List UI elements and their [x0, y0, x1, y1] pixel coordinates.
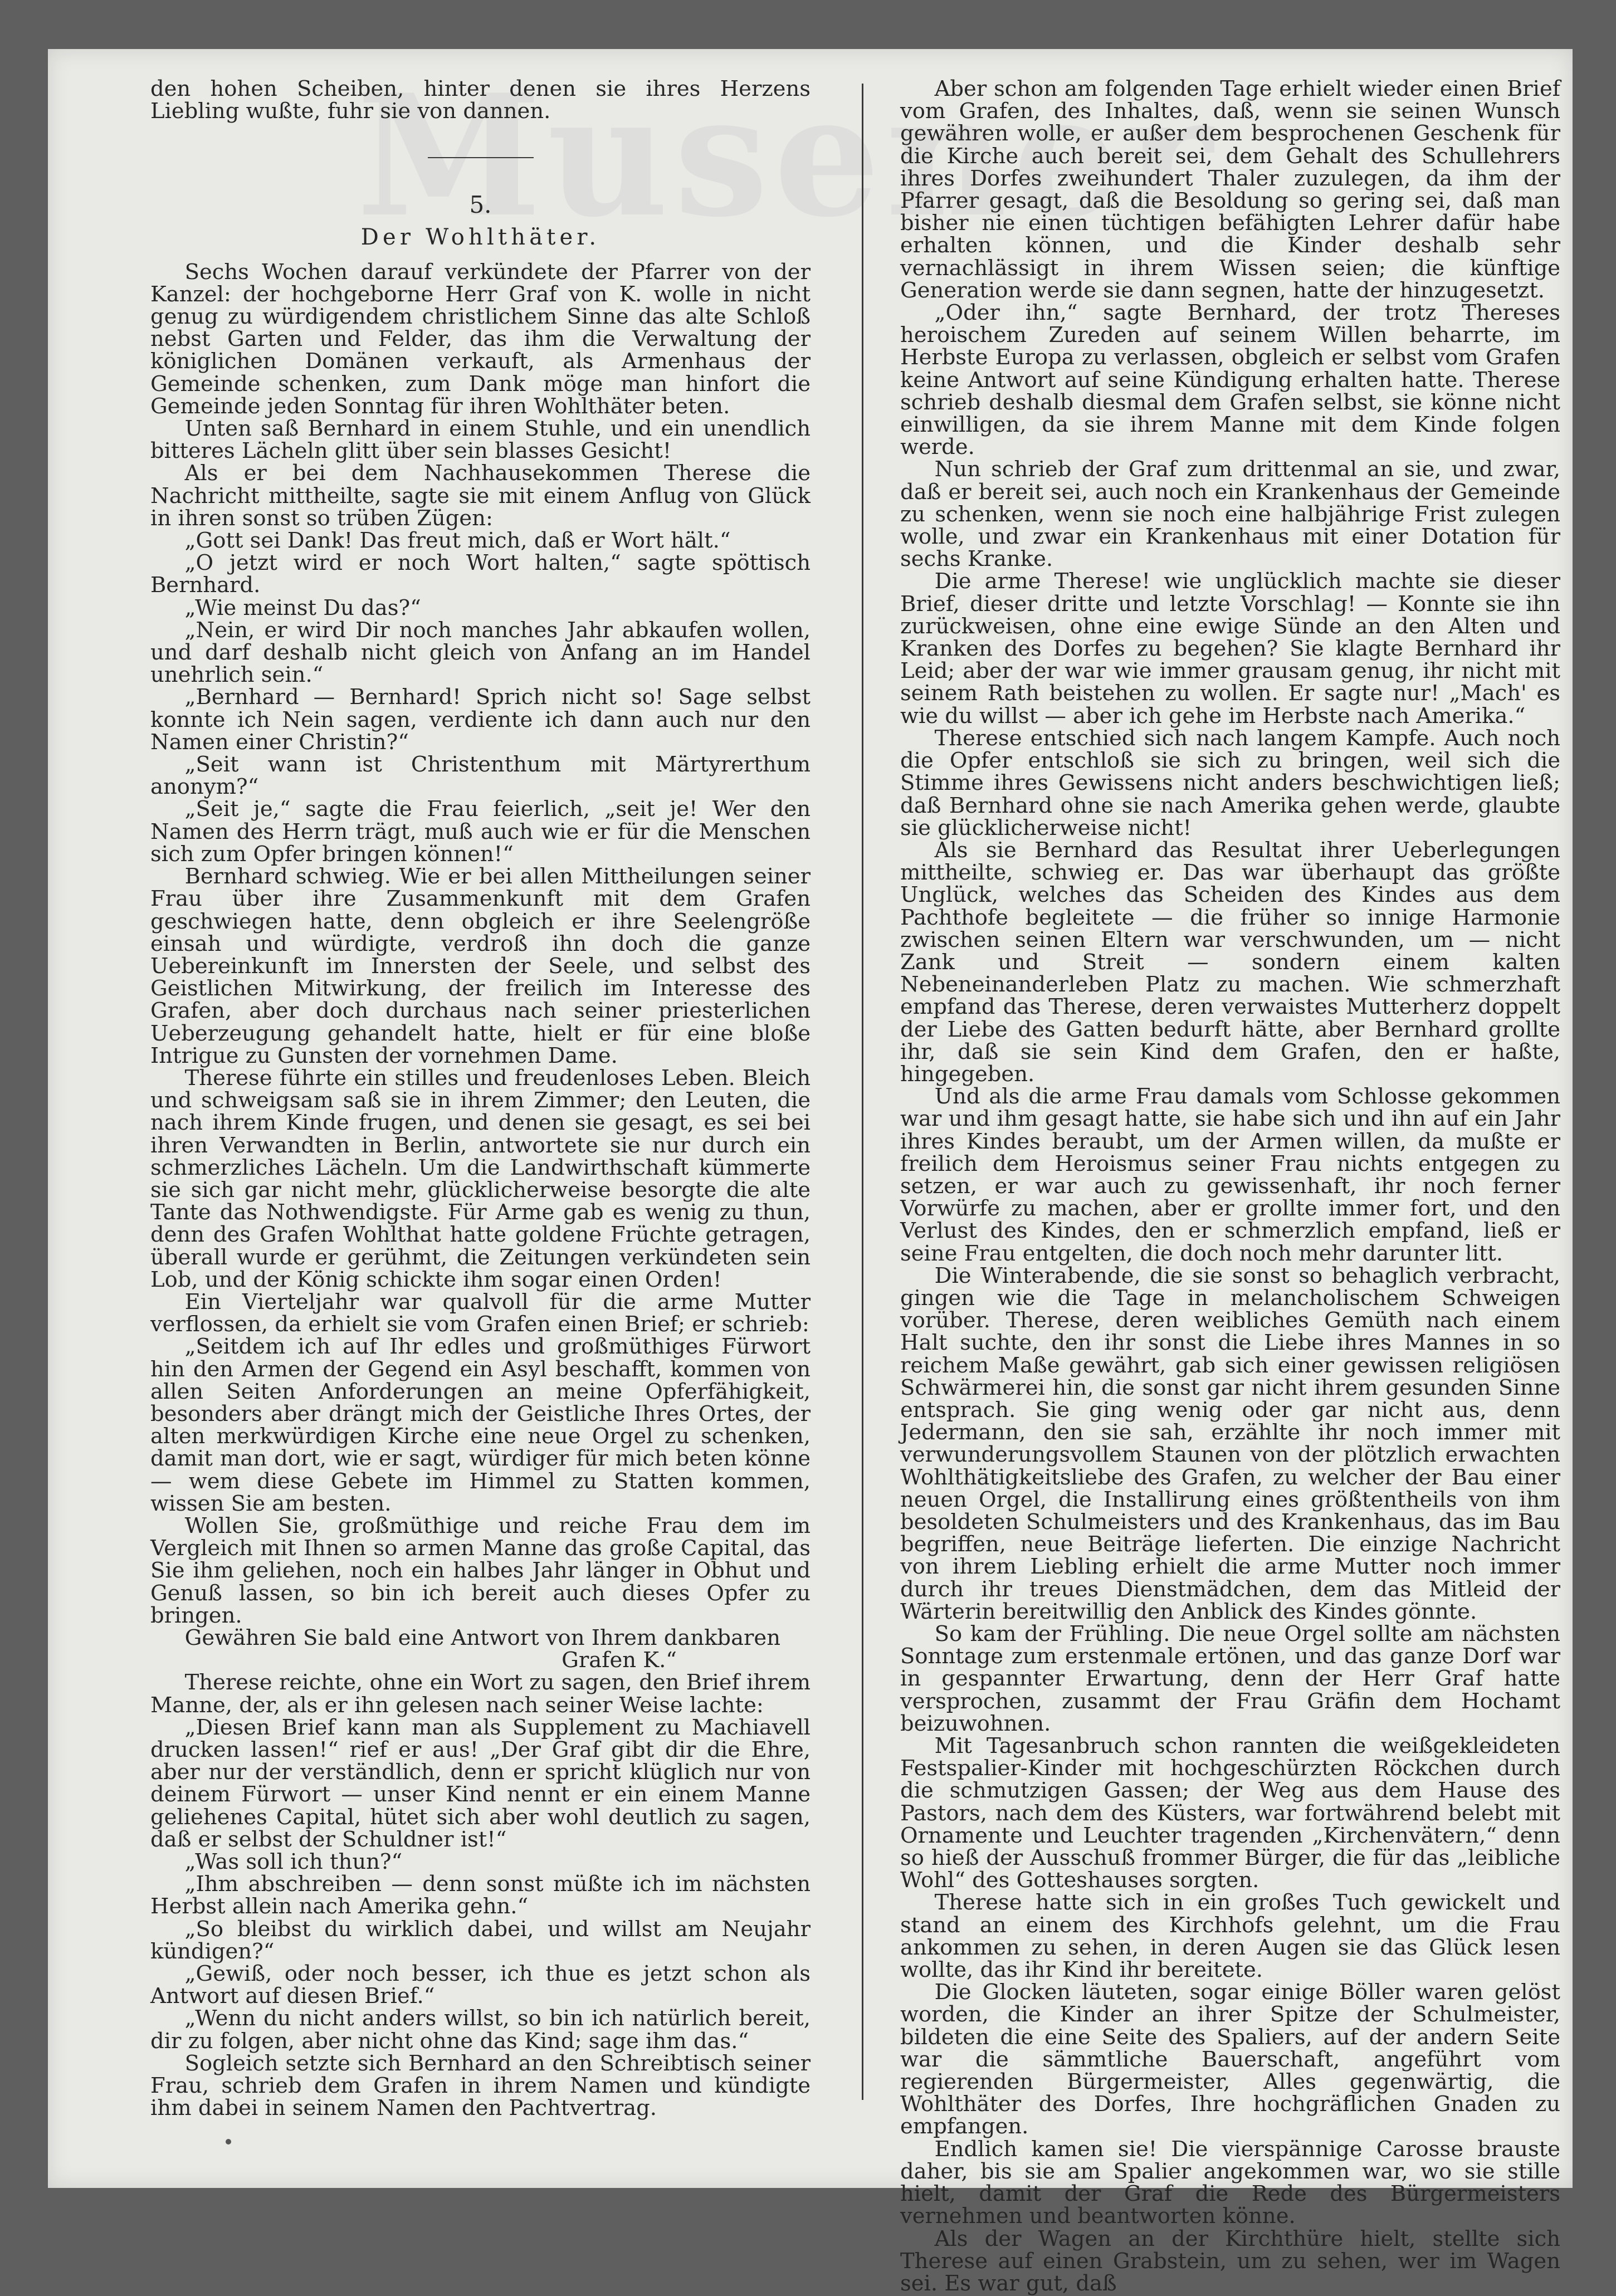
paragraph: „Bernhard — Bernhard! Sprich nicht so! Sage selbst konnte ich Nein sagen, verdiente ich dann auch nur den Namen einer Christin?“: [150, 685, 811, 755]
paragraph: „Diesen Brief kann man als Supplement zu Machiavell drucken lassen!“ rief er aus! „Der Graf gibt dir die Ehre, aber nur der verständlich, denn er spricht klüglich nur von deinem Fürwort — unser Kind nennt er ein einem Manne geliehenes Capital, hütet sich aber wohl deutlich zu sagen, daß er selbst der Schuldner ist!“: [150, 1714, 811, 1852]
paragraph: „Oder ihn,“ sagte Bernhard, der trotz Thereses heroischem Zureden auf seinem Willen beharrte, im Herbste Europa zu verlassen, obgleich er selbst vom Grafen keine Antwort auf seine Kündigung erhalten hatte. Therese schrieb deshalb diesmal dem Grafen selbst, sie könne nicht einwilligen, da sie ihrem Manne mit dem Kinde folgen werde.: [900, 300, 1560, 460]
paragraph: „Gewiß, oder noch besser, ich thue es jetzt schon als Antwort auf diesen Brief.“: [150, 1961, 811, 2009]
paragraph: Wollen Sie, großmüthige und reiche Frau dem im Vergleich mit Ihnen so armen Manne das große Capital, das Sie ihm geliehen, noch ein halbes Jahr länger in Obhut und Genuß lassen, so bin ich bereit auch dieses Opfer zu bringen.: [150, 1513, 811, 1628]
paragraph: „Ihm abschreiben — denn sonst müßte ich im nächsten Herbst allein nach Amerika gehn.“: [150, 1872, 811, 1919]
paragraph: Die Winterabende, die sie sonst so behaglich verbracht, gingen wie die Tage in melancholischem Schweigen vorüber. Therese, deren weibliches Gemüth nach einem Halt suchte, den ihr sonst die Liebe ihres Mannes in so reichem Maße gewährt, gab sich einer gewissen religiösen Schwärmerei hin, die sonst gar nicht ihrem gesunden Sinne entsprach. Sie ging wenig oder gar nicht aus, denn Jedermann, den sie sah, erzählte ihr noch immer mit verwunderungsvollem Staunen von der plötzlich erwachten Wohlthätigkeitsliebe des Grafen, zu welcher der Bau einer neuen Orgel, die Installirung eines größtentheils von ihm besoldeten Schulmeisters und des Krankenhaus, das im Bau begriffen, neue Beiträge lieferten. Die einzige Nachricht von ihrem Liebling erhielt die arme Mutter noch immer durch ihr treues Dienstmädchen, dem das Mitleid der Wärterin bereitwillig den Anblick des Kindes gönnte.: [900, 1263, 1560, 1624]
paragraph: Als er bei dem Nachhausekommen Therese die Nachricht mittheilte, sagte sie mit einem Anflug von Glück in ihren sonst so trüben Zügen:: [150, 461, 811, 531]
paragraph: Die Glocken läuteten, sogar einige Böller waren gelöst worden, die Kinder an ihrer Spitze der Schulmeister, bildeten die eine Seite des Spaliers, auf der andern Seite war die sämmtliche Bauerschaft, angeführt vom regierenden Bürgermeister, Alles gegenwärtig, die Wohlthäter des Dorfes, Ihre hochgräflichen Gnaden zu empfangen.: [900, 1980, 1560, 2139]
right-column: [900, 78, 1560, 2295]
paragraph: Unten saß Bernhard in einem Stuhle, und ein unendlich bitteres Lächeln glitt über sein blasses Gesicht!: [150, 416, 811, 464]
paragraph: „O jetzt wird er noch Wort halten,“ sagte spöttisch Bernhard.: [150, 550, 811, 598]
paragraph: „Was soll ich thun?“: [184, 1849, 403, 1875]
paragraph: Und als die arme Frau damals vom Schlosse gekommen war und ihm gesagt hatte, sie habe sich und ihn auf ein Jahr ihres Kindes beraubt, um der Armen willen, da mußte er freilich dem Heroismus seiner Frau nichts entgegen zu setzen, er war auch zu gewissenhaft, ihr noch ferner Vorwürfe zu machen, aber er grollte immer fort, und den Verlust des Kindes, den er schmerzlich empfand, ließ er seine Frau entgelten, die doch noch mehr darunter litt.: [900, 1084, 1560, 1266]
section-divider: [428, 157, 534, 158]
paragraph: „So bleibst du wirklich dabei, und willst am Neujahr kündigen?“: [150, 1916, 811, 1964]
paragraph: Mit Tagesanbruch schon rannten die weißgekleideten Festspalier-Kinder mit hochgeschürzten Röckchen durch die schmutzigen Gassen; der Weg aus dem Hause des Pastors, nach dem des Küsters, war fortwährend belebt mit Ornamente und Leuchter tragenden „Kirchenvätern,“ denn so hieß der Ausschuß frommer Bürger, die für das „leibliche Wohl“ des Gotteshauses sorgten.: [900, 1733, 1560, 1893]
paragraph: Bernhard schwieg. Wie er bei allen Mittheilungen seiner Frau über ihre Zusammenkunft mit dem Grafen geschwiegen hatte, denn obgleich er ihre Seelengröße einsah und würdigte, verdroß ihn doch die ganze Uebereinkunft im Innersten der Seele, und selbst des Geistlichen Mitwirkung, der freilich im Interesse des Grafen, aber doch durchaus nach seiner priesterlichen Ueberzeugung gehandelt hatte, hielt er für eine bloße Intrigue zu Gunsten der vornehmen Dame.: [150, 864, 811, 1068]
paragraph: Ein Vierteljahr war qualvoll für die arme Mutter verflossen, da erhielt sie vom Grafen einen Brief; er schrieb:: [150, 1289, 811, 1337]
left-column: [150, 78, 811, 2119]
paragraph: Therese hatte sich in ein großes Tuch gewickelt und stand an einem des Kirchhofs gelehnt, um die Frau ankommen zu sehen, in deren Augen sie das Glück lesen wollte, das ihr Kind ihr bereitete.: [900, 1890, 1560, 1983]
letter-signature: Grafen K.“: [562, 1648, 677, 1673]
paragraph: Therese führte ein stilles und freudenloses Leben. Bleich und schweigsam saß sie in ihrem Zimmer; den Leuten, die nach ihrem Kinde frugen, und denen sie gesagt, es sei bei ihren Verwandten in Berlin, antwortete sie nur durch ein schmerzliches Lächeln. Um die Landwirthschaft kümmerte sie sich gar nicht mehr, glücklicherweise besorgte die alte Tante das Nothwendigste. Für Arme gab es wenig zu thun, denn des Grafen Wohlthat hatte goldene Früchte getragen, überall wurde er gerühmt, die Zeitungen verkündeten sein Lob, und der König schickte ihm sogar einen Orden!: [150, 1065, 811, 1292]
paragraph: „Wenn du nicht anders willst, so bin ich natürlich bereit, dir zu folgen, aber nicht ohne das Kind; sage ihm das.“: [150, 2006, 811, 2054]
column-divider: [862, 84, 863, 2100]
paragraph: Als sie Bernhard das Resultat ihrer Ueberlegungen mittheilte, schwieg er. Das war überhaupt das größte Unglück, welches das Scheiden des Kindes aus dem Pachthofe begleitete — die früher so innige Harmonie zwischen seinen Eltern war verschwunden, um — nicht Zank und Streit — sondern einem kalten Nebeneinanderleben Platz zu machen. Wie schmerzhaft empfand das Therese, deren verwaistes Mutterherz doppelt der Liebe des Gatten bedurft hätte, aber Bernhard grollte ihr, daß sie sein Kind dem Grafen, den er haßte, hingegeben.: [900, 837, 1560, 1087]
paragraph: „Seit wann ist Christenthum mit Märtyrerthum anonym?“: [150, 752, 811, 800]
paragraph: „Gott sei Dank! Das freut mich, daß er Wort hält.“: [184, 528, 731, 554]
paragraph: Aber schon am folgenden Tage erhielt wieder einen Brief vom Grafen, des Inhaltes, daß, wenn sie seinen Wunsch gewähren wolle, er außer dem besprochenen Geschenk für die Kirche auch bereit sei, dem Gehalt des Schullehrers ihres Dorfes zweihundert Thaler zuzulegen, da ihm der Pfarrer gesagt, daß die Besoldung so gering sei, daß man bisher nie einen tüchtigen befähigten Lehrer dafür habe erhalten können, und die Kinder deshalb sehr vernachlässigt in ihrem Wissen seien; die künftige Generation werde sie dann segnen, hatte der hinzugesetzt.: [900, 76, 1560, 303]
paragraph: Endlich kamen sie! Die vierspännige Carosse brauste daher, bis sie am Spalier angekommen war, wo sie stille hielt, damit der Graf die Rede des Bürgermeisters vernehmen und beantworten könne.: [900, 2136, 1560, 2229]
paragraph: Gewähren Sie bald eine Antwort von Ihrem dankbaren: [184, 1625, 781, 1650]
paragraph: Nun schrieb der Graf zum drittenmal an sie, und zwar, daß er bereit sei, auch noch ein Krankenhaus der Gemeinde zu schenken, wenn sie noch eine halbjährige Frist zulegen wolle, und zwar ein Krankenhaus mit einer Dotation für sechs Kranke.: [900, 457, 1560, 572]
paragraph: Sogleich setzte sich Bernhard an den Schreibtisch seiner Frau, schrieb dem Grafen in ihrem Namen und kündigte ihm dabei in seinem Namen den Pachtvertrag.: [150, 2050, 811, 2121]
paragraph: Therese entschied sich nach langem Kampfe. Auch noch die Opfer entschloß sie sich zu bringen, weil sich die Stimme ihres Gewissens nicht anders beschwichtigen ließ; daß Bernhard ohne sie nach Amerika gehen werde, glaubte sie glücklicherweise nicht!: [900, 725, 1560, 841]
paragraph: Therese reichte, ohne ein Wort zu sagen, den Brief ihrem Manne, der, als er ihn gelesen nach seiner Weise lachte:: [150, 1670, 811, 1718]
paragraph: Sechs Wochen darauf verkündete der Pfarrer von der Kanzel: der hochgeborne Herr Graf von K. wolle in nicht genug zu würdigendem christlichem Sinne das alte Schloß nebst Garten und Felder, das ihm die Verwaltung der königlichen Domänen verkauft, als Armenhaus der Gemeinde schenken, zum Dank möge man hinfort die Gemeinde jeden Sonntag für ihren Wohlthäter beten.: [150, 259, 811, 419]
paragraph: Die arme Therese! wie unglücklich machte sie dieser Brief, dieser dritte und letzte Vorschlag! — Konnte sie ihn zurückweisen, ohne eine ewige Sünde an den Alten und Kranken des Dorfes zu begehen? Sie klagte Bernhard ihr Leid; aber der war wie immer grausam genug, ihr nicht mit seinem Rath beistehen zu wollen. Er sagte nur! „Mach' es wie du willst — aber ich gehe im Herbste nach Amerika.“: [900, 569, 1560, 729]
paragraph: „Seit je,“ sagte die Frau feierlich, „seit je! Wer den Namen des Herrn trägt, muß auch wie er für die Menschen sich zum Opfer bringen können!“: [150, 797, 811, 867]
print-speck: [226, 2139, 231, 2144]
paragraph: den hohen Scheiben, hinter denen sie ihres Herzens Liebling wußte, fuhr sie von dannen.: [150, 76, 811, 124]
paragraph: „Seitdem ich auf Ihr edles und großmüthiges Fürwort hin den Armen der Gegend ein Asyl beschafft, kommen von allen Seiten Anforderungen an meine Opferfähigkeit, besonders aber drängt mich der Geistliche Ihres Ortes, der alten merkwürdigen Kirche eine neue Orgel zu schenken, damit man dort, wie er sagt, würdiger für mich beten könne — wem diese Gebete im Himmel zu Statten kommen, wissen Sie am besten.: [150, 1334, 811, 1516]
chapter-title: Der Wohlthäter.: [360, 224, 600, 251]
paragraph: „Wie meinst Du das?“: [184, 595, 421, 621]
paragraph: „Nein, er wird Dir noch manches Jahr abkaufen wollen, und darf deshalb nicht gleich von Anfang an im Handel unehrlich sein.“: [150, 617, 811, 688]
paragraph: So kam der Frühling. Die neue Orgel sollte am nächsten Sonntage zum erstenmale ertönen, und das ganze Dorf war in gespannter Erwartung, denn der Herr Graf hatte versprochen, zusammt der Frau Gräfin dem Hochamt beizuwohnen.: [900, 1621, 1560, 1736]
paragraph: Als der Wagen an der Kirchthüre hielt, stellte sich Therese auf einen Grabstein, um zu sehen, wer im Wagen sei. Es war gut, daß: [900, 2226, 1560, 2296]
chapter-number: 5.: [469, 191, 492, 219]
